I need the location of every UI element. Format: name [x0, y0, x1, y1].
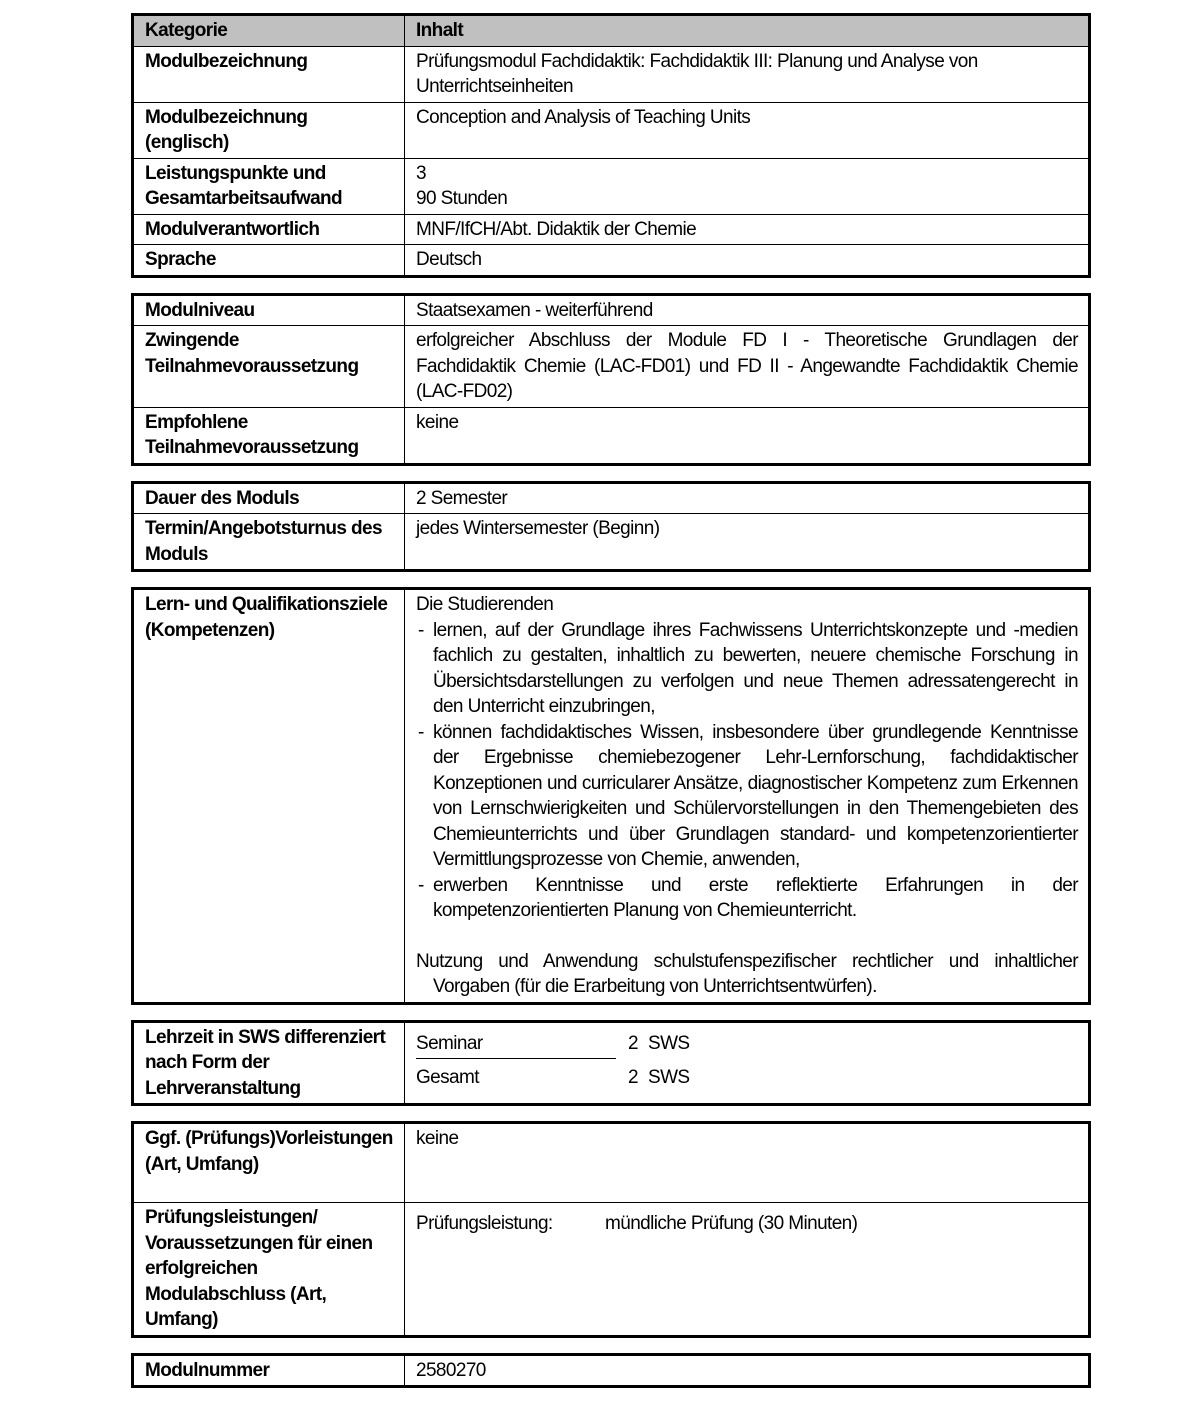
table-row	[133, 294, 1090, 326]
list-item: - lernen, auf der Grundlage ihres Fachwissens Unterrichtskonzepte und -medien fachlich zu gestalten, inhaltlich zu bewerten, neuere chemische Forschung in Übersichtsdarstellungen zu verfolgen und neue Themen adressatengerecht in den Unterricht einzubringen,	[416, 618, 1078, 720]
leistungspunkte-label: Leistungspunkte und Gesamtarbeitsaufwand	[133, 158, 405, 214]
learning-goals-table	[131, 587, 1091, 1005]
zwingende-voraussetzung-value: erfolgreicher Abschluss der Module FD I - Theoretische Grundlagen der Fachdidaktik Chemie (LAC-FD01) und FD II - Angewandte Fachdidaktik Chemie (LAC-FD02)	[405, 326, 1090, 408]
pruefungsleistungen-label: Prüfungsleistungen/ Voraussetzungen für einen erfolgreichen Modulabschluss (Art, Umfang)	[133, 1203, 405, 1337]
sws-divider	[416, 1058, 616, 1059]
table-row	[133, 1203, 1090, 1337]
vorleistungen-value: keine	[405, 1123, 1090, 1203]
sprache-value: Deutsch	[405, 245, 1090, 277]
lernziele-label: Lern- und Qualifikationsziele (Kompetenzen)	[133, 589, 405, 1004]
leistungspunkte-value: 3	[416, 162, 426, 184]
modulnummer-value: 2580270	[405, 1354, 1090, 1387]
zwingende-voraussetzung-label: Zwingende Teilnahmevoraussetzung	[133, 326, 405, 408]
module-basics-table	[131, 13, 1091, 278]
pruefungsleistungen-cell	[405, 1203, 1090, 1337]
sws-row-gesamt	[416, 1065, 1078, 1091]
sprache-label: Sprache	[133, 245, 405, 277]
modulniveau-value: Staatsexamen - weiterführend	[405, 294, 1090, 326]
table-row	[133, 326, 1090, 408]
dauer-value: 2 Semester	[405, 482, 1090, 514]
sws-row-seminar	[416, 1031, 1078, 1057]
lernziele-cell	[405, 589, 1090, 1004]
termin-label: Termin/Angebotsturnus des Moduls	[133, 514, 405, 571]
sws-gesamt-name: Gesamt	[416, 1067, 479, 1088]
table-row	[133, 482, 1090, 514]
module-duration-table	[131, 481, 1091, 573]
modulnummer-label: Modulnummer	[133, 1354, 405, 1387]
table-row	[133, 514, 1090, 571]
table-header-row	[133, 15, 1090, 47]
vorleistungen-label: Ggf. (Prüfungs)Vorleistungen (Art, Umfang)	[133, 1123, 405, 1203]
lernziele-list	[416, 618, 1078, 924]
table-row	[133, 245, 1090, 277]
spacer	[416, 924, 1078, 949]
sws-gesamt-num: 2	[628, 1067, 638, 1088]
lernziele-intro: Die Studierenden	[416, 594, 554, 615]
table-row	[133, 158, 1090, 214]
table-row	[133, 1123, 1090, 1203]
arbeitsaufwand-value: 90 Stunden	[416, 188, 508, 209]
sws-seminar-name: Seminar	[416, 1032, 483, 1054]
table-row	[133, 46, 1090, 102]
lehrzeit-label: Lehrzeit in SWS differenziert nach Form der Lehrveranstaltung	[133, 1021, 405, 1105]
pruefungsleistung-value: mündliche Prüfung (30 Minuten)	[605, 1213, 858, 1234]
table-row	[133, 214, 1090, 245]
header-kategorie: Kategorie	[133, 15, 405, 47]
table-row	[133, 102, 1090, 158]
modulniveau-label: Modulniveau	[133, 294, 405, 326]
table-row	[133, 589, 1090, 1004]
modulbezeichnung-englisch-label: Modulbezeichnung (englisch)	[133, 102, 405, 158]
header-inhalt: Inhalt	[405, 15, 1090, 47]
modulbezeichnung-label: Modulbezeichnung	[133, 46, 405, 102]
teaching-hours-table	[131, 1020, 1091, 1107]
leistungspunkte-cell	[405, 158, 1090, 214]
empfohlene-voraussetzung-value: keine	[405, 407, 1090, 464]
module-description-page	[131, 13, 1091, 1403]
modulbezeichnung-englisch-value: Conception and Analysis of Teaching Units	[405, 102, 1090, 158]
dauer-label: Dauer des Moduls	[133, 482, 405, 514]
pruefungsleistung-key: Prüfungsleistung:	[416, 1213, 553, 1234]
list-item: - können fachdidaktisches Wissen, insbesondere über grundlegende Kenntnisse der Ergebnisse chemiebezogener Lehr-Lernforschung, fachdidaktischer Konzeptionen und curricularer Ansätze, diagnostischer Kompetenz zum Erkennen von Lernschwierigkeiten und Schülervorstellungen in den Themengebieten des Chemieunterrichts und über Grundlagen standard- und kompetenzorientierter Vermittlungsprozesse von Chemie, anwenden,	[416, 720, 1078, 873]
module-number-table	[131, 1353, 1091, 1389]
table-row	[133, 1354, 1090, 1387]
lernziele-closing: Nutzung und Anwendung schulstufenspezifischer rechtlicher und inhaltlicher Vorgaben (für die Erarbeitung von Unterrichtsentwürfen).	[416, 950, 1078, 997]
empfohlene-voraussetzung-label: Empfohlene Teilnahmevoraussetzung	[133, 407, 405, 464]
modulverantwortlich-value: MNF/IfCH/Abt. Didaktik der Chemie	[405, 214, 1090, 245]
lehrzeit-cell	[405, 1021, 1090, 1105]
module-prerequisites-table	[131, 293, 1091, 466]
sws-seminar-unit: SWS	[648, 1032, 690, 1054]
exam-table	[131, 1121, 1091, 1338]
pruefungsleistung-row	[416, 1211, 1078, 1237]
list-item: - erwerben Kenntnisse und erste reflektierte Erfahrungen in der kompetenzorientierten Planung von Chemieunterricht.	[416, 873, 1078, 924]
table-row	[133, 407, 1090, 464]
modulverantwortlich-label: Modulverantwortlich	[133, 214, 405, 245]
sws-gesamt-unit: SWS	[648, 1067, 690, 1088]
termin-value: jedes Wintersemester (Beginn)	[405, 514, 1090, 571]
modulbezeichnung-value: Prüfungsmodul Fachdidaktik: Fachdidaktik III: Planung und Analyse von Unterrichtseinheiten	[405, 46, 1090, 102]
table-row	[133, 1021, 1090, 1105]
sws-seminar-num: 2	[628, 1032, 638, 1054]
